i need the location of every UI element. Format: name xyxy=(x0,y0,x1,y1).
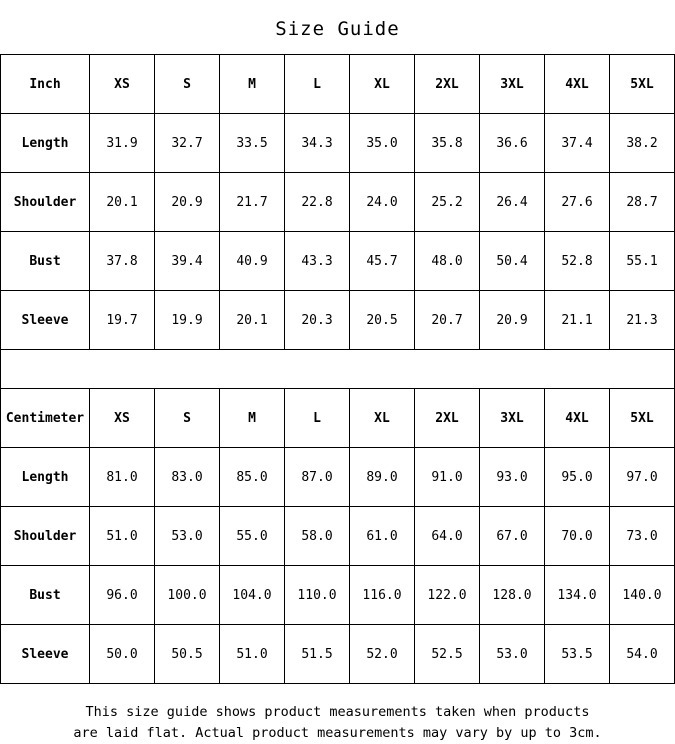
unit-label-inch: Inch xyxy=(1,55,90,114)
measure-value: 134.0 xyxy=(545,566,610,625)
measure-value: 110.0 xyxy=(285,566,350,625)
measure-value: 104.0 xyxy=(220,566,285,625)
measure-value: 21.3 xyxy=(610,291,675,350)
size-header: M xyxy=(220,55,285,114)
measure-value: 81.0 xyxy=(90,448,155,507)
table-row xyxy=(1,114,675,173)
measure-value: 58.0 xyxy=(285,507,350,566)
measure-value: 53.0 xyxy=(155,507,220,566)
size-table-centimeter xyxy=(0,388,675,684)
measure-value: 89.0 xyxy=(350,448,415,507)
measure-value: 45.7 xyxy=(350,232,415,291)
size-header: 4XL xyxy=(545,55,610,114)
measure-value: 32.7 xyxy=(155,114,220,173)
size-header: 2XL xyxy=(415,389,480,448)
table-row xyxy=(1,566,675,625)
measure-value: 19.9 xyxy=(155,291,220,350)
measure-label: Shoulder xyxy=(1,173,90,232)
size-header: S xyxy=(155,389,220,448)
measure-value: 54.0 xyxy=(610,625,675,684)
measure-value: 140.0 xyxy=(610,566,675,625)
size-header: M xyxy=(220,389,285,448)
measure-value: 52.5 xyxy=(415,625,480,684)
measure-value: 87.0 xyxy=(285,448,350,507)
measure-value: 52.0 xyxy=(350,625,415,684)
measure-value: 35.8 xyxy=(415,114,480,173)
measure-value: 34.3 xyxy=(285,114,350,173)
measure-value: 38.2 xyxy=(610,114,675,173)
measure-value: 27.6 xyxy=(545,173,610,232)
size-header: 5XL xyxy=(610,389,675,448)
table-row xyxy=(1,625,675,684)
measure-value: 35.0 xyxy=(350,114,415,173)
measure-value: 20.9 xyxy=(480,291,545,350)
measure-value: 33.5 xyxy=(220,114,285,173)
size-header: L xyxy=(285,55,350,114)
measure-value: 51.5 xyxy=(285,625,350,684)
size-header: 3XL xyxy=(480,389,545,448)
measure-value: 50.4 xyxy=(480,232,545,291)
table-row xyxy=(1,291,675,350)
measure-value: 20.7 xyxy=(415,291,480,350)
measure-value: 22.8 xyxy=(285,173,350,232)
measure-value: 48.0 xyxy=(415,232,480,291)
table-row xyxy=(1,173,675,232)
measure-label: Length xyxy=(1,114,90,173)
measure-value: 26.4 xyxy=(480,173,545,232)
measure-value: 55.0 xyxy=(220,507,285,566)
measure-value: 52.8 xyxy=(545,232,610,291)
measure-value: 24.0 xyxy=(350,173,415,232)
measure-value: 55.1 xyxy=(610,232,675,291)
measure-label: Sleeve xyxy=(1,625,90,684)
measure-value: 100.0 xyxy=(155,566,220,625)
footer-note xyxy=(0,684,675,744)
measure-value: 25.2 xyxy=(415,173,480,232)
size-header: 5XL xyxy=(610,55,675,114)
measure-value: 128.0 xyxy=(480,566,545,625)
measure-value: 91.0 xyxy=(415,448,480,507)
measure-value: 64.0 xyxy=(415,507,480,566)
measure-value: 51.0 xyxy=(220,625,285,684)
size-header: XS xyxy=(90,389,155,448)
measure-value: 53.0 xyxy=(480,625,545,684)
footer-line-2: are laid flat. Actual product measurements may vary by up to 3cm. xyxy=(73,725,602,741)
measure-value: 96.0 xyxy=(90,566,155,625)
table-separator xyxy=(0,350,675,388)
size-header: XL xyxy=(350,389,415,448)
measure-value: 51.0 xyxy=(90,507,155,566)
measure-value: 116.0 xyxy=(350,566,415,625)
measure-label: Sleeve xyxy=(1,291,90,350)
size-header: 4XL xyxy=(545,389,610,448)
measure-value: 20.5 xyxy=(350,291,415,350)
measure-value: 28.7 xyxy=(610,173,675,232)
measure-value: 70.0 xyxy=(545,507,610,566)
table-row xyxy=(1,448,675,507)
size-header: 2XL xyxy=(415,55,480,114)
unit-label-centimeter: Centimeter xyxy=(1,389,90,448)
footer-line-1: This size guide shows product measurements taken when products xyxy=(85,704,590,720)
page-title: Size Guide xyxy=(275,18,400,40)
measure-value: 31.9 xyxy=(90,114,155,173)
measure-value: 73.0 xyxy=(610,507,675,566)
measure-value: 19.7 xyxy=(90,291,155,350)
measure-value: 20.1 xyxy=(220,291,285,350)
measure-value: 122.0 xyxy=(415,566,480,625)
measure-value: 95.0 xyxy=(545,448,610,507)
measure-value: 43.3 xyxy=(285,232,350,291)
measure-value: 39.4 xyxy=(155,232,220,291)
size-header: S xyxy=(155,55,220,114)
measure-value: 53.5 xyxy=(545,625,610,684)
measure-label: Bust xyxy=(1,232,90,291)
size-header: 3XL xyxy=(480,55,545,114)
measure-value: 93.0 xyxy=(480,448,545,507)
measure-value: 50.5 xyxy=(155,625,220,684)
measure-value: 37.8 xyxy=(90,232,155,291)
size-table-inch xyxy=(0,54,675,350)
measure-value: 40.9 xyxy=(220,232,285,291)
size-header: L xyxy=(285,389,350,448)
measure-label: Length xyxy=(1,448,90,507)
table-header-row xyxy=(1,55,675,114)
size-header: XL xyxy=(350,55,415,114)
measure-value: 85.0 xyxy=(220,448,285,507)
table-row xyxy=(1,232,675,291)
measure-value: 61.0 xyxy=(350,507,415,566)
measure-value: 50.0 xyxy=(90,625,155,684)
measure-value: 83.0 xyxy=(155,448,220,507)
measure-value: 20.3 xyxy=(285,291,350,350)
measure-label: Shoulder xyxy=(1,507,90,566)
measure-value: 21.7 xyxy=(220,173,285,232)
measure-value: 36.6 xyxy=(480,114,545,173)
measure-value: 20.1 xyxy=(90,173,155,232)
measure-value: 97.0 xyxy=(610,448,675,507)
measure-label: Bust xyxy=(1,566,90,625)
size-header: XS xyxy=(90,55,155,114)
measure-value: 20.9 xyxy=(155,173,220,232)
table-row xyxy=(1,507,675,566)
table-header-row xyxy=(1,389,675,448)
measure-value: 37.4 xyxy=(545,114,610,173)
measure-value: 21.1 xyxy=(545,291,610,350)
measure-value: 67.0 xyxy=(480,507,545,566)
